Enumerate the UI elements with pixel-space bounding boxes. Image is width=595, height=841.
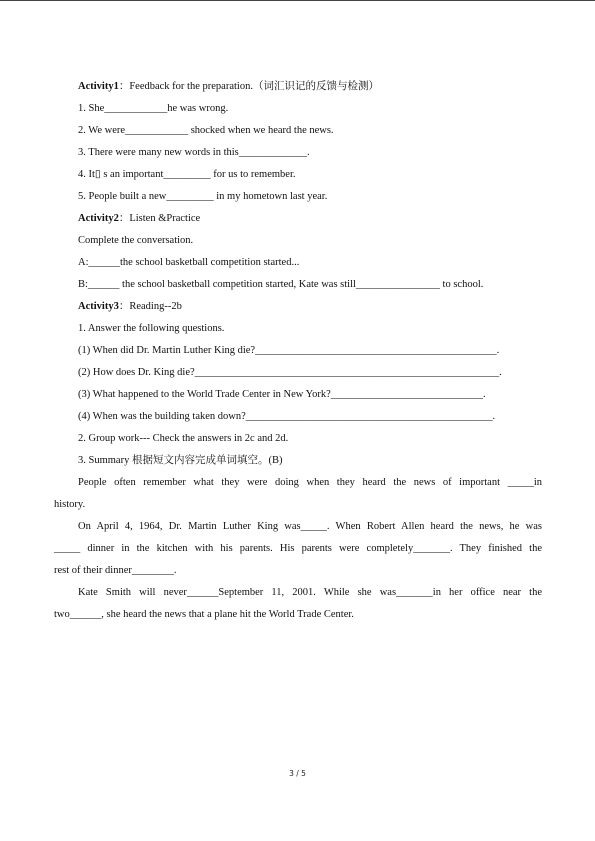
conversation-line-b: B:______ the school basketball competition started, Kate was still________________ to school.	[78, 279, 484, 290]
activity2-heading	[78, 212, 200, 226]
activity3-label: Activity3	[78, 301, 119, 312]
summary-heading: 3. Summary 根据短文内容完成单词填空。(B)	[78, 455, 283, 466]
activity2-intro: Complete the conversation.	[78, 235, 194, 246]
passage-p2-line2: _____ dinner in the kitchen with his parents. His parents were completely_______. They finished the	[54, 543, 542, 554]
question-4: (4) When was the building taken down?_______________________________________________.	[78, 411, 496, 422]
page-number: 3 / 5	[289, 769, 306, 778]
activity2-label: Activity2	[78, 213, 119, 224]
question-1: (1) When did Dr. Martin Luther King die?______________________________________________.	[78, 345, 500, 356]
conversation-line-a: A:______the school basketball competition started...	[78, 257, 300, 268]
vocab-item-4: 4. It▯ s an important_________ for us to remember.	[78, 169, 296, 180]
vocab-item-1: 1. She____________he was wrong.	[78, 103, 229, 114]
passage-p1-line1: People often remember what they were doing when they heard the news of important _____in	[78, 477, 542, 488]
vocab-item-5: 5. People built a new_________ in my hometown last year.	[78, 191, 328, 202]
answer-intro: 1. Answer the following questions.	[78, 323, 225, 334]
activity1-heading	[78, 80, 379, 94]
vocab-item-2: 2. We were____________ shocked when we heard the news.	[78, 125, 334, 136]
group-work: 2. Group work--- Check the answers in 2c and 2d.	[78, 433, 289, 444]
passage-p1-line2: history.	[54, 499, 86, 510]
vocab-item-3: 3. There were many new words in this_____________.	[78, 147, 310, 158]
question-2: (2) How does Dr. King die?__________________________________________________________.	[78, 367, 502, 378]
activity2-title: ：Listen &Practice	[118, 213, 201, 224]
activity3-title: ：Reading--2b	[118, 301, 182, 312]
top-rule	[0, 0, 595, 1]
activity1-label: Activity1	[78, 81, 119, 92]
passage-p2-line1: On April 4, 1964, Dr. Martin Luther King was_____. When Robert Allen heard the news, he was	[78, 521, 542, 532]
activity1-title: ：Feedback for the preparation.（词汇识记的反馈与检测）	[118, 81, 379, 92]
passage-p3-line2: two______, she heard the news that a plane hit the World Trade Center.	[54, 609, 354, 620]
activity3-heading	[78, 300, 182, 314]
question-3: (3) What happened to the World Trade Center in New York?_____________________________.	[78, 389, 486, 400]
passage-p3-line1: Kate Smith will never______September 11, 2001. While she was_______in her office near the	[78, 587, 542, 598]
passage-p2-line3: rest of their dinner________.	[54, 565, 177, 576]
